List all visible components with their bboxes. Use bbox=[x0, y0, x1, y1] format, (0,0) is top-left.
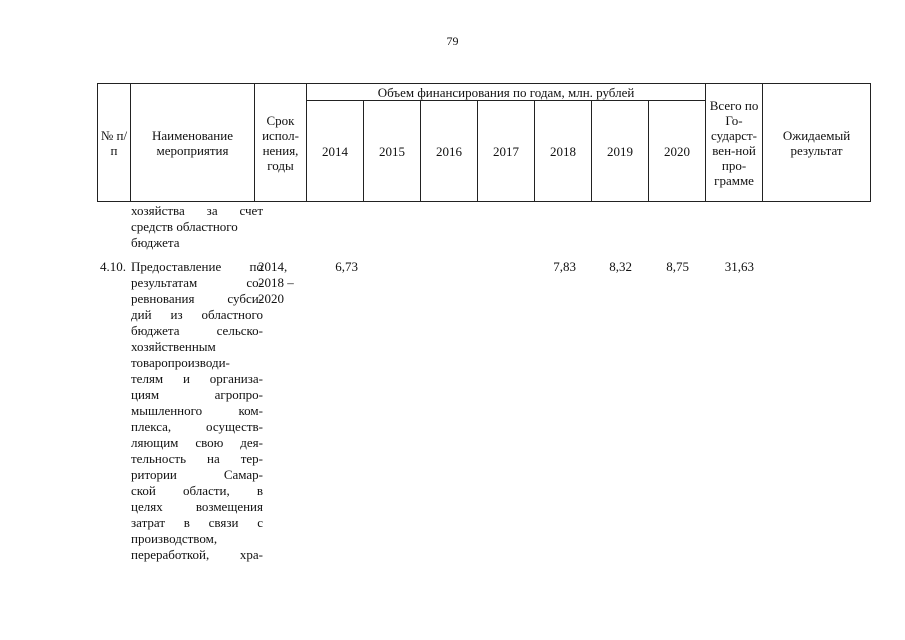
header-year-2016: 2016 bbox=[421, 101, 478, 202]
continuation-text: хозяйства за счет средств областного бюджета bbox=[131, 203, 263, 250]
header-year-2015: 2015 bbox=[364, 101, 421, 202]
value-2014: 6,73 bbox=[335, 259, 358, 274]
value-2019: 8,32 bbox=[609, 259, 632, 274]
header-number: № п/п bbox=[98, 84, 131, 202]
header-year-2014: 2014 bbox=[307, 101, 364, 202]
page-number: 79 bbox=[446, 34, 459, 48]
header-total: Всего по Го-сударст-вен-ной про-грамме bbox=[706, 84, 763, 202]
header-year-2019: 2019 bbox=[592, 101, 649, 202]
header-name: Наименование мероприятия bbox=[131, 84, 255, 202]
header-result: Ожидаемый результат bbox=[763, 84, 871, 202]
funding-table-header bbox=[97, 83, 871, 202]
header-year-2020: 2020 bbox=[649, 101, 706, 202]
header-year-2017: 2017 bbox=[478, 101, 535, 202]
header-term: Срок испол-нения, годы bbox=[255, 84, 307, 202]
value-2018: 7,83 bbox=[553, 259, 576, 274]
row-term: 2014, 2018 – 2020 bbox=[258, 259, 294, 306]
header-year-2018: 2018 bbox=[535, 101, 592, 202]
header-funding-group: Объем финансирования по годам, млн. рублей bbox=[307, 84, 706, 101]
row-description: Предоставление по результатам со- ревнования субси- дий из областного бюджета сельско- хозяйственным товаропроизводи- телям и организа- циям агропро- мышленного ком- плекса, осуществ- ляющим свою дея- тельность на тер- ритории Самар- ской области, в целях возмещения затрат в связи с производством, переработкой, хра- bbox=[131, 259, 263, 562]
value-2020: 8,75 bbox=[666, 259, 689, 274]
value-total: 31,63 bbox=[724, 259, 754, 274]
row-number: 4.10. bbox=[100, 259, 126, 274]
